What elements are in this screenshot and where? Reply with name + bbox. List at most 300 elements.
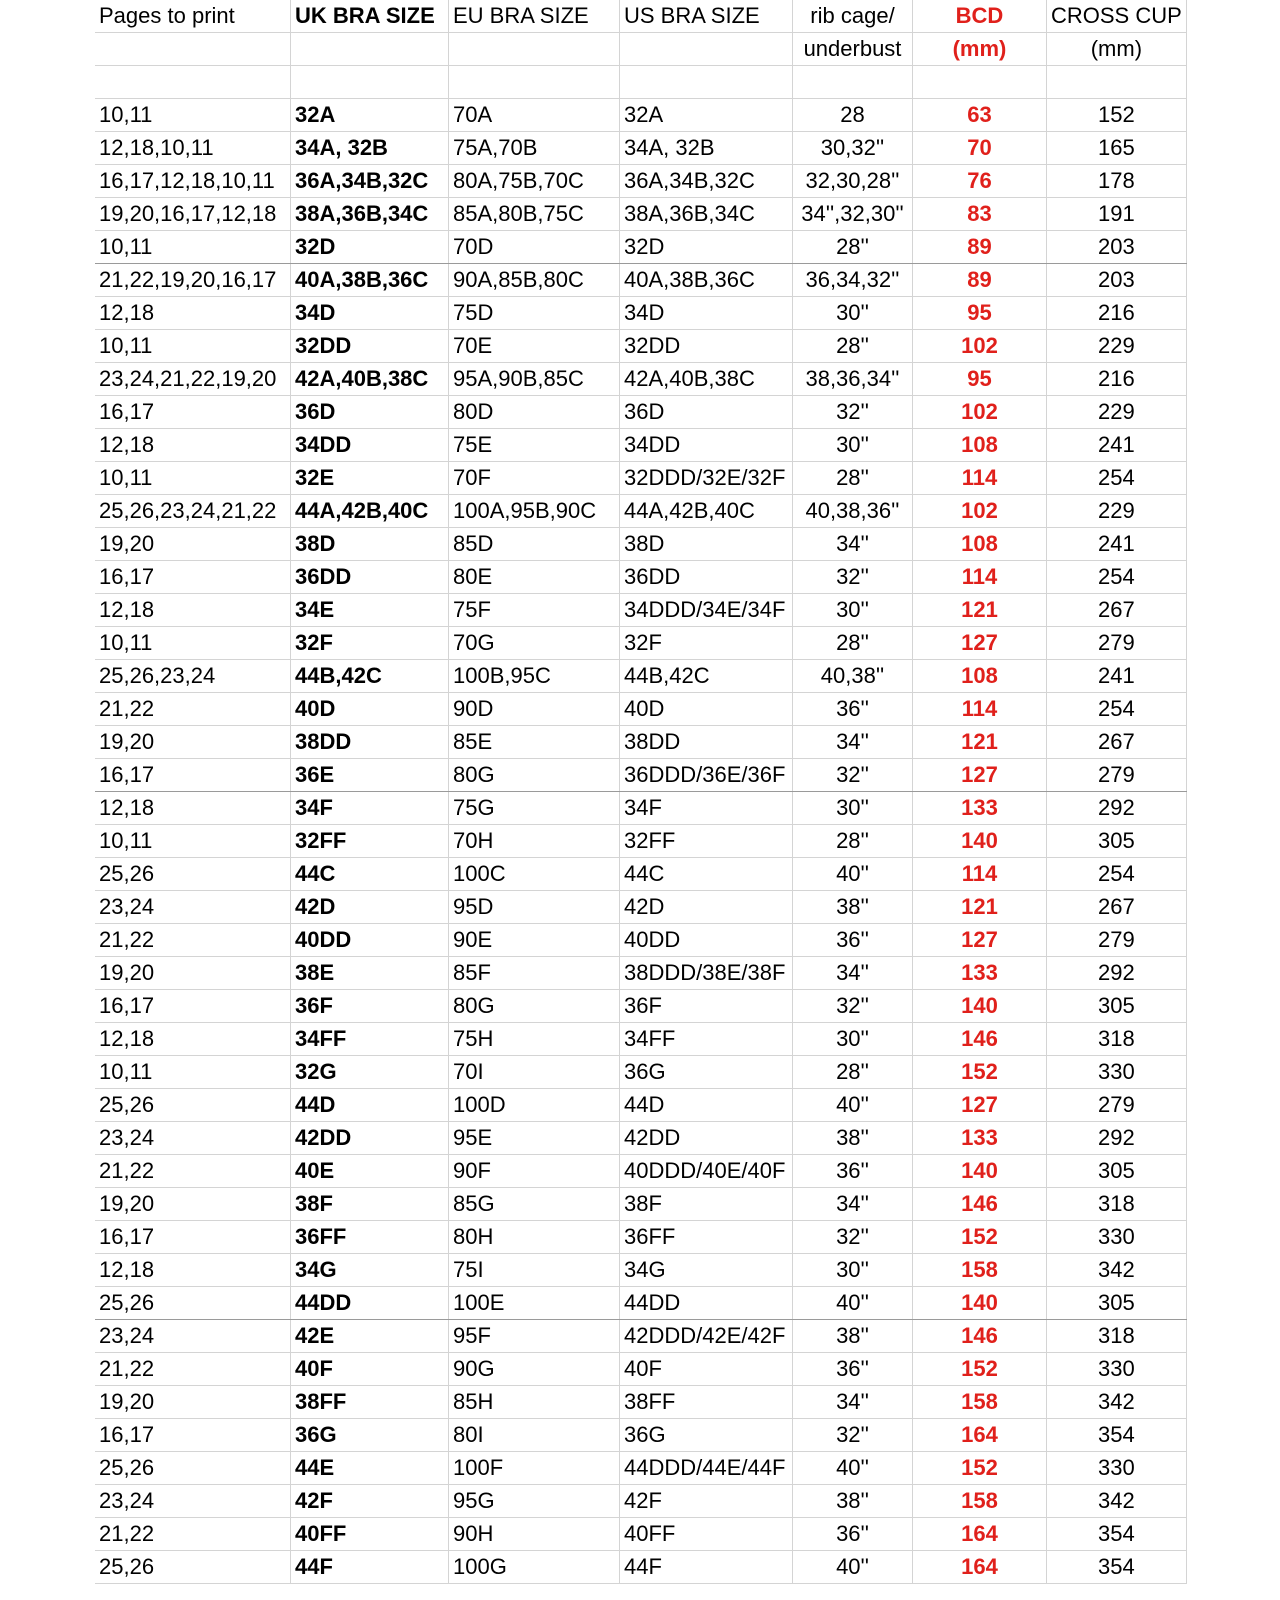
bcd-cell: 89 (913, 264, 1047, 297)
cross-cup-cell: 254 (1047, 462, 1187, 495)
eu-size-cell: 70H (449, 825, 620, 858)
underbust-cell: 36'' (793, 924, 913, 957)
us-size-cell: 42A,40B,38C (620, 363, 793, 396)
header-row-2 (95, 33, 1186, 66)
cross-cup-cell: 305 (1047, 990, 1187, 1023)
cross-cup-cell: 305 (1047, 825, 1187, 858)
bcd-cell: 133 (913, 792, 1047, 825)
eu-size-cell: 100G (449, 1551, 620, 1584)
eu-size-cell: 100A,95B,90C (449, 495, 620, 528)
table-row (95, 924, 1186, 957)
cross-cup-cell: 292 (1047, 1122, 1187, 1155)
underbust-cell: 28'' (793, 825, 913, 858)
cross-cup-cell: 152 (1047, 99, 1187, 132)
underbust-cell: 28'' (793, 1056, 913, 1089)
us-size-cell: 36FF (620, 1221, 793, 1254)
pages-cell: 10,11 (95, 1056, 291, 1089)
bcd-cell: 164 (913, 1518, 1047, 1551)
us-size-cell: 42DD (620, 1122, 793, 1155)
table-row (95, 132, 1186, 165)
eu-size-cell: 75E (449, 429, 620, 462)
us-size-cell: 32DD (620, 330, 793, 363)
uk-size-cell: 32F (291, 627, 449, 660)
pages-cell: 25,26,23,24,21,22 (95, 495, 291, 528)
table-row (95, 1287, 1186, 1320)
table-row (95, 891, 1186, 924)
uk-size-cell: 42DD (291, 1122, 449, 1155)
header-uk-size-2 (291, 33, 449, 66)
table-body (95, 0, 1186, 1584)
pages-cell: 16,17,12,18,10,11 (95, 165, 291, 198)
pages-cell: 16,17 (95, 561, 291, 594)
us-size-cell: 40F (620, 1353, 793, 1386)
table-row (95, 759, 1186, 792)
eu-size-cell: 80D (449, 396, 620, 429)
table-row (95, 1518, 1186, 1551)
us-size-cell: 40DD (620, 924, 793, 957)
uk-size-cell: 44F (291, 1551, 449, 1584)
bcd-cell: 146 (913, 1320, 1047, 1353)
bcd-cell: 114 (913, 561, 1047, 594)
us-size-cell: 34DDD/34E/34F (620, 594, 793, 627)
cross-cup-cell: 267 (1047, 726, 1187, 759)
bcd-cell: 158 (913, 1485, 1047, 1518)
underbust-cell: 32'' (793, 561, 913, 594)
uk-size-cell: 38A,36B,34C (291, 198, 449, 231)
eu-size-cell: 80G (449, 990, 620, 1023)
underbust-cell: 28'' (793, 330, 913, 363)
bcd-cell: 152 (913, 1353, 1047, 1386)
header-us-size-2 (620, 33, 793, 66)
table-row (95, 1023, 1186, 1056)
eu-size-cell: 100C (449, 858, 620, 891)
underbust-cell: 34'' (793, 726, 913, 759)
uk-size-cell: 42D (291, 891, 449, 924)
pages-cell: 23,24 (95, 1122, 291, 1155)
uk-size-cell: 32D (291, 231, 449, 264)
bcd-cell: 133 (913, 957, 1047, 990)
cross-cup-cell: 354 (1047, 1551, 1187, 1584)
pages-cell: 19,20 (95, 1386, 291, 1419)
underbust-cell: 38,36,34'' (793, 363, 913, 396)
table-row (95, 297, 1186, 330)
us-size-cell: 42DDD/42E/42F (620, 1320, 793, 1353)
uk-size-cell: 36FF (291, 1221, 449, 1254)
eu-size-cell: 90E (449, 924, 620, 957)
underbust-cell: 32'' (793, 759, 913, 792)
uk-size-cell: 42E (291, 1320, 449, 1353)
uk-size-cell: 42A,40B,38C (291, 363, 449, 396)
cross-cup-cell: 330 (1047, 1452, 1187, 1485)
pages-cell: 25,26,23,24 (95, 660, 291, 693)
cross-cup-cell: 342 (1047, 1485, 1187, 1518)
cross-cup-cell: 229 (1047, 330, 1187, 363)
uk-size-cell: 32DD (291, 330, 449, 363)
eu-size-cell: 85H (449, 1386, 620, 1419)
uk-size-cell: 40F (291, 1353, 449, 1386)
table-row (95, 495, 1186, 528)
table-row (95, 1353, 1186, 1386)
uk-size-cell: 34G (291, 1254, 449, 1287)
eu-size-cell: 70D (449, 231, 620, 264)
uk-size-cell: 34DD (291, 429, 449, 462)
us-size-cell: 36G (620, 1056, 793, 1089)
pages-cell: 10,11 (95, 627, 291, 660)
cross-cup-cell: 241 (1047, 528, 1187, 561)
bcd-cell: 140 (913, 1287, 1047, 1320)
eu-size-cell: 70G (449, 627, 620, 660)
table-row (95, 1419, 1186, 1452)
uk-size-cell: 36D (291, 396, 449, 429)
underbust-cell: 38'' (793, 1485, 913, 1518)
pages-cell: 25,26 (95, 1551, 291, 1584)
eu-size-cell: 75D (449, 297, 620, 330)
bcd-cell: 108 (913, 660, 1047, 693)
bcd-cell: 83 (913, 198, 1047, 231)
us-size-cell: 42F (620, 1485, 793, 1518)
cross-cup-cell: 241 (1047, 660, 1187, 693)
uk-size-cell: 36A,34B,32C (291, 165, 449, 198)
pages-cell: 19,20 (95, 528, 291, 561)
cross-cup-cell: 354 (1047, 1419, 1187, 1452)
pages-cell: 12,18 (95, 594, 291, 627)
eu-size-cell: 80G (449, 759, 620, 792)
table-row (95, 1386, 1186, 1419)
eu-size-cell: 95E (449, 1122, 620, 1155)
pages-cell: 12,18,10,11 (95, 132, 291, 165)
table-row (95, 957, 1186, 990)
header-cross-cup: CROSS CUP (1047, 0, 1187, 33)
bcd-cell: 158 (913, 1254, 1047, 1287)
table-row (95, 99, 1186, 132)
us-size-cell: 36DDD/36E/36F (620, 759, 793, 792)
cross-cup-cell: 279 (1047, 759, 1187, 792)
uk-size-cell: 38E (291, 957, 449, 990)
size-chart-sheet (95, 0, 1187, 1584)
table-row (95, 1056, 1186, 1089)
uk-size-cell: 40E (291, 1155, 449, 1188)
bcd-cell: 140 (913, 1155, 1047, 1188)
pages-cell: 19,20 (95, 1188, 291, 1221)
pages-cell: 19,20 (95, 726, 291, 759)
bcd-cell: 133 (913, 1122, 1047, 1155)
bcd-cell: 164 (913, 1419, 1047, 1452)
table-row (95, 1089, 1186, 1122)
bcd-cell: 114 (913, 462, 1047, 495)
underbust-cell: 38'' (793, 1122, 913, 1155)
bcd-cell: 102 (913, 330, 1047, 363)
eu-size-cell: 100E (449, 1287, 620, 1320)
pages-cell: 12,18 (95, 1254, 291, 1287)
uk-size-cell: 38F (291, 1188, 449, 1221)
us-size-cell: 40FF (620, 1518, 793, 1551)
eu-size-cell: 80A,75B,70C (449, 165, 620, 198)
cross-cup-cell: 318 (1047, 1023, 1187, 1056)
us-size-cell: 38D (620, 528, 793, 561)
underbust-cell: 30'' (793, 1023, 913, 1056)
bcd-cell: 146 (913, 1023, 1047, 1056)
pages-cell: 10,11 (95, 462, 291, 495)
bcd-cell: 127 (913, 924, 1047, 957)
us-size-cell: 38F (620, 1188, 793, 1221)
us-size-cell: 32A (620, 99, 793, 132)
cross-cup-cell: 229 (1047, 495, 1187, 528)
header-eu-size-2 (449, 33, 620, 66)
cross-cup-cell: 305 (1047, 1287, 1187, 1320)
pages-cell: 12,18 (95, 1023, 291, 1056)
bcd-cell: 127 (913, 759, 1047, 792)
pages-cell: 21,22 (95, 1155, 291, 1188)
pages-cell: 10,11 (95, 231, 291, 264)
pages-cell: 25,26 (95, 858, 291, 891)
us-size-cell: 36G (620, 1419, 793, 1452)
us-size-cell: 32FF (620, 825, 793, 858)
cross-cup-cell: 254 (1047, 693, 1187, 726)
underbust-cell: 40'' (793, 1089, 913, 1122)
pages-cell: 23,24 (95, 1320, 291, 1353)
bcd-cell: 121 (913, 726, 1047, 759)
underbust-cell: 36'' (793, 1353, 913, 1386)
eu-size-cell: 90G (449, 1353, 620, 1386)
eu-size-cell: 95F (449, 1320, 620, 1353)
bcd-cell: 108 (913, 429, 1047, 462)
uk-size-cell: 38D (291, 528, 449, 561)
header-us-size: US BRA SIZE (620, 0, 793, 33)
cross-cup-cell: 279 (1047, 1089, 1187, 1122)
cross-cup-cell: 330 (1047, 1353, 1187, 1386)
uk-size-cell: 34D (291, 297, 449, 330)
table-row (95, 165, 1186, 198)
eu-size-cell: 80E (449, 561, 620, 594)
us-size-cell: 36F (620, 990, 793, 1023)
underbust-cell: 30'' (793, 1254, 913, 1287)
bcd-cell: 127 (913, 627, 1047, 660)
pages-cell: 25,26 (95, 1089, 291, 1122)
uk-size-cell: 40DD (291, 924, 449, 957)
uk-size-cell: 32A (291, 99, 449, 132)
eu-size-cell: 100D (449, 1089, 620, 1122)
uk-size-cell: 44A,42B,40C (291, 495, 449, 528)
uk-size-cell: 34A, 32B (291, 132, 449, 165)
us-size-cell: 44DD (620, 1287, 793, 1320)
bra-size-table (95, 0, 1187, 1584)
table-row (95, 1452, 1186, 1485)
us-size-cell: 36A,34B,32C (620, 165, 793, 198)
table-row (95, 594, 1186, 627)
cross-cup-cell: 216 (1047, 363, 1187, 396)
underbust-cell: 36,34,32'' (793, 264, 913, 297)
cross-cup-cell: 216 (1047, 297, 1187, 330)
pages-cell: 12,18 (95, 297, 291, 330)
cross-cup-cell: 267 (1047, 891, 1187, 924)
underbust-cell: 40'' (793, 1551, 913, 1584)
underbust-cell: 38'' (793, 891, 913, 924)
pages-cell: 12,18 (95, 429, 291, 462)
eu-size-cell: 85G (449, 1188, 620, 1221)
pages-cell: 10,11 (95, 330, 291, 363)
uk-size-cell: 36E (291, 759, 449, 792)
header-uk-size: UK BRA SIZE (291, 0, 449, 33)
cross-cup-cell: 241 (1047, 429, 1187, 462)
cross-cup-cell: 279 (1047, 627, 1187, 660)
us-size-cell: 38A,36B,34C (620, 198, 793, 231)
pages-cell: 12,18 (95, 792, 291, 825)
eu-size-cell: 75A,70B (449, 132, 620, 165)
uk-size-cell: 44C (291, 858, 449, 891)
pages-cell: 23,24 (95, 891, 291, 924)
underbust-cell: 34'' (793, 1188, 913, 1221)
underbust-cell: 28'' (793, 231, 913, 264)
underbust-cell: 34'' (793, 957, 913, 990)
pages-cell: 10,11 (95, 99, 291, 132)
underbust-cell: 40,38,36'' (793, 495, 913, 528)
table-row (95, 990, 1186, 1023)
eu-size-cell: 90A,85B,80C (449, 264, 620, 297)
pages-cell: 16,17 (95, 1419, 291, 1452)
underbust-cell: 32'' (793, 990, 913, 1023)
header-pages: Pages to print (95, 0, 291, 33)
uk-size-cell: 44B,42C (291, 660, 449, 693)
table-row (95, 1320, 1186, 1353)
underbust-cell: 34'',32,30'' (793, 198, 913, 231)
underbust-cell: 30,32'' (793, 132, 913, 165)
eu-size-cell: 80I (449, 1419, 620, 1452)
underbust-cell: 32,30,28'' (793, 165, 913, 198)
eu-size-cell: 75I (449, 1254, 620, 1287)
table-row (95, 693, 1186, 726)
pages-cell: 21,22 (95, 1518, 291, 1551)
bcd-cell: 121 (913, 594, 1047, 627)
eu-size-cell: 70A (449, 99, 620, 132)
eu-size-cell: 70E (449, 330, 620, 363)
bcd-cell: 140 (913, 825, 1047, 858)
eu-size-cell: 85D (449, 528, 620, 561)
bcd-cell: 152 (913, 1056, 1047, 1089)
us-size-cell: 34DD (620, 429, 793, 462)
bcd-cell: 152 (913, 1452, 1047, 1485)
table-row (95, 726, 1186, 759)
bcd-cell: 76 (913, 165, 1047, 198)
table-row (95, 528, 1186, 561)
eu-size-cell: 80H (449, 1221, 620, 1254)
pages-cell: 21,22 (95, 693, 291, 726)
uk-size-cell: 42F (291, 1485, 449, 1518)
underbust-cell: 30'' (793, 429, 913, 462)
eu-size-cell: 85F (449, 957, 620, 990)
us-size-cell: 44F (620, 1551, 793, 1584)
uk-size-cell: 40D (291, 693, 449, 726)
table-row (95, 825, 1186, 858)
uk-size-cell: 40FF (291, 1518, 449, 1551)
uk-size-cell: 44D (291, 1089, 449, 1122)
underbust-cell: 30'' (793, 792, 913, 825)
bcd-cell: 158 (913, 1386, 1047, 1419)
table-row (95, 1551, 1186, 1584)
pages-cell: 25,26 (95, 1287, 291, 1320)
underbust-cell: 40,38'' (793, 660, 913, 693)
eu-size-cell: 100F (449, 1452, 620, 1485)
header-row-1 (95, 0, 1186, 33)
us-size-cell: 34D (620, 297, 793, 330)
eu-size-cell: 70I (449, 1056, 620, 1089)
pages-cell: 25,26 (95, 1452, 291, 1485)
uk-size-cell: 36F (291, 990, 449, 1023)
bcd-cell: 63 (913, 99, 1047, 132)
eu-size-cell: 95D (449, 891, 620, 924)
eu-size-cell: 70F (449, 462, 620, 495)
cross-cup-cell: 318 (1047, 1320, 1187, 1353)
us-size-cell: 34F (620, 792, 793, 825)
us-size-cell: 40A,38B,36C (620, 264, 793, 297)
us-size-cell: 44B,42C (620, 660, 793, 693)
bcd-cell: 70 (913, 132, 1047, 165)
cross-cup-cell: 229 (1047, 396, 1187, 429)
cross-cup-cell: 354 (1047, 1518, 1187, 1551)
table-row (95, 627, 1186, 660)
uk-size-cell: 32G (291, 1056, 449, 1089)
us-size-cell: 40DDD/40E/40F (620, 1155, 793, 1188)
bcd-cell: 114 (913, 858, 1047, 891)
table-row (95, 363, 1186, 396)
uk-size-cell: 36DD (291, 561, 449, 594)
pages-cell: 16,17 (95, 990, 291, 1023)
table-row (95, 1485, 1186, 1518)
eu-size-cell: 75F (449, 594, 620, 627)
bcd-cell: 114 (913, 693, 1047, 726)
bcd-cell: 152 (913, 1221, 1047, 1254)
cross-cup-cell: 305 (1047, 1155, 1187, 1188)
table-row (95, 858, 1186, 891)
underbust-cell: 34'' (793, 528, 913, 561)
header-bcd-unit: (mm) (913, 33, 1047, 66)
bcd-cell: 164 (913, 1551, 1047, 1584)
bcd-cell: 102 (913, 495, 1047, 528)
table-row (95, 396, 1186, 429)
header-eu-size: EU BRA SIZE (449, 0, 620, 33)
table-row (95, 1254, 1186, 1287)
underbust-cell: 36'' (793, 1518, 913, 1551)
underbust-cell: 36'' (793, 1155, 913, 1188)
underbust-cell: 30'' (793, 594, 913, 627)
eu-size-cell: 75H (449, 1023, 620, 1056)
bcd-cell: 95 (913, 363, 1047, 396)
underbust-cell: 32'' (793, 396, 913, 429)
cross-cup-cell: 292 (1047, 792, 1187, 825)
us-size-cell: 44A,42B,40C (620, 495, 793, 528)
eu-size-cell: 100B,95C (449, 660, 620, 693)
table-row (95, 198, 1186, 231)
pages-cell: 21,22 (95, 1353, 291, 1386)
uk-size-cell: 38FF (291, 1386, 449, 1419)
underbust-cell: 28'' (793, 627, 913, 660)
underbust-cell: 40'' (793, 1287, 913, 1320)
header-cross-cup-unit: (mm) (1047, 33, 1187, 66)
header-rib-cage: rib cage/ (793, 0, 913, 33)
pages-cell: 19,20 (95, 957, 291, 990)
uk-size-cell: 32E (291, 462, 449, 495)
table-row (95, 429, 1186, 462)
us-size-cell: 34FF (620, 1023, 793, 1056)
cross-cup-cell: 330 (1047, 1221, 1187, 1254)
cross-cup-cell: 267 (1047, 594, 1187, 627)
uk-size-cell: 36G (291, 1419, 449, 1452)
underbust-cell: 40'' (793, 1452, 913, 1485)
table-row (95, 462, 1186, 495)
pages-cell: 23,24,21,22,19,20 (95, 363, 291, 396)
eu-size-cell: 75G (449, 792, 620, 825)
bcd-cell: 95 (913, 297, 1047, 330)
cross-cup-cell: 191 (1047, 198, 1187, 231)
